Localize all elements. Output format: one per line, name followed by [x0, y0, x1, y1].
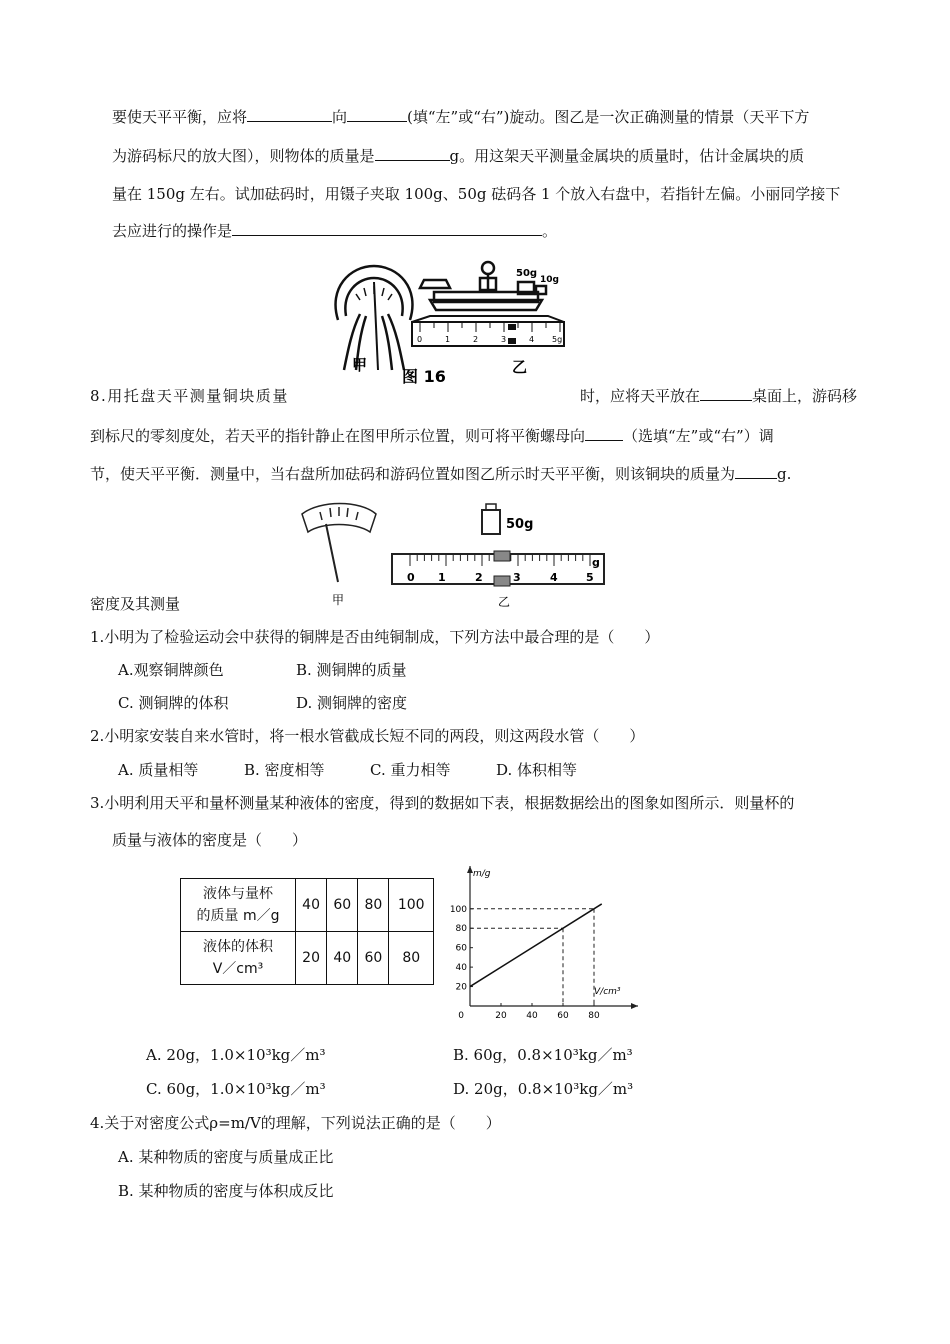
header-line: 液体与量杯: [203, 886, 273, 902]
scale2-tick-4: 4: [550, 571, 558, 584]
scale-tick-0: 0: [417, 335, 423, 344]
y-tick-label: 40: [455, 963, 467, 974]
table-cell: 20: [296, 932, 327, 985]
q8-text: （选填“左”或“右”）调: [623, 427, 774, 445]
q7-text: 。: [542, 222, 558, 240]
x-tick-label: 20: [495, 1011, 507, 1020]
q7-line3: 量在 150g 左右。试加砝码时，用镊子夹取 100g、50g 砝码各 1 个放入右盘中，若指针左偏。小丽同学接下: [112, 185, 841, 203]
q7-text: g。用这架天平测量金属块的质量时，估计金属块的质: [449, 147, 805, 165]
answer-blank[interactable]: [700, 386, 752, 401]
mass-volume-chart: [448, 860, 648, 1020]
q8-text: 到标尺的零刻度处，若天平的指针静止在图甲所示位置，则可将平衡螺母向: [90, 427, 586, 445]
d3-option-c[interactable]: C. 60g，1.0×10³kg／m³: [146, 1080, 326, 1098]
scale2-tick-1: 1: [438, 571, 446, 584]
weight-label-50g: 50g: [516, 268, 538, 279]
d3-line1: 3.小明利用天平和量杯测量某种液体的密度，得到的数据如下表，根据数据绘出的图象如图所示．则量杯的: [90, 794, 795, 812]
d4-stem: 4.关于对密度公式ρ=m/V的理解，下列说法正确的是（ ）: [90, 1114, 501, 1132]
scale-tick-5: 5g: [552, 335, 563, 344]
y-tick-label: 80: [455, 924, 467, 935]
data-table: [180, 878, 434, 985]
table-cell: 80: [389, 932, 434, 985]
answer-blank[interactable]: [375, 146, 450, 161]
y-tick-label: 60: [455, 943, 467, 954]
scale2-tick-2: 2: [475, 571, 483, 584]
x-tick-label: 40: [526, 1011, 538, 1020]
header-line: 的质量 m／g: [196, 908, 280, 924]
q8-line3: [90, 464, 791, 484]
q7-text: 为游码标尺的放大图），则物体的质量是: [112, 147, 375, 165]
q8-text: 8.用托盘天平测量铜块质量: [90, 387, 289, 405]
q8-line1: [90, 386, 890, 406]
figure-balance-2: [290, 496, 610, 608]
header-line: V／cm³: [212, 961, 264, 977]
q8-text: 时，应将天平放在: [580, 387, 701, 405]
d4-option-a[interactable]: A. 某种物质的密度与质量成正比: [118, 1148, 334, 1166]
origin-label: 0: [458, 1011, 464, 1020]
table-header-mass: [181, 879, 296, 932]
d2-stem: 2.小明家安装自来水管时，将一根水管截成长短不同的两段，则这两段水管（ ）: [90, 727, 645, 745]
d1-option-c[interactable]: C. 测铜牌的体积: [118, 694, 229, 712]
scale-tick-3: 3: [501, 335, 507, 344]
y-axis-label: m/g: [473, 869, 491, 879]
label-jia: 甲: [352, 356, 368, 374]
d2-option-c[interactable]: C. 重力相等: [370, 761, 451, 779]
q7-line1: [112, 107, 809, 127]
x-tick-label: 80: [588, 1011, 600, 1020]
scale2-unit: g: [592, 556, 600, 569]
label-jia: 甲: [332, 593, 345, 607]
x-axis-arrow: [631, 1003, 638, 1009]
figure-16: [320, 258, 570, 390]
header-line: 液体的体积: [203, 939, 273, 955]
d1-option-a[interactable]: A.观察铜牌颜色: [118, 661, 224, 679]
figure-caption: 图 16: [402, 367, 446, 386]
answer-blank[interactable]: [347, 107, 407, 122]
weight-label-10g: 10g: [540, 275, 559, 285]
d2-option-d[interactable]: D. 体积相等: [496, 761, 578, 779]
series-line: [470, 904, 602, 987]
d1-option-d[interactable]: D. 测铜牌的密度: [296, 694, 408, 712]
d3-option-b[interactable]: B. 60g，0.8×10³kg／m³: [453, 1046, 633, 1064]
d2-option-b[interactable]: B. 密度相等: [244, 761, 325, 779]
answer-blank[interactable]: [585, 426, 623, 441]
answer-blank[interactable]: [232, 221, 542, 236]
weight-50g: [482, 504, 500, 534]
table-row-mass: [181, 879, 434, 932]
q7-text: 去应进行的操作是: [112, 222, 233, 240]
q7-text: (填“左”或“右”)旋动。图乙是一次正确测量的情景（天平下方: [407, 108, 810, 126]
d1-stem: 1.小明为了检验运动会中获得的铜牌是否由纯铜制成，下列方法中最合理的是（ ）: [90, 628, 660, 646]
d2-option-a[interactable]: A. 质量相等: [118, 761, 199, 779]
weight-label: 50g: [506, 517, 534, 532]
d3-option-a[interactable]: A. 20g，1.0×10³kg／m³: [146, 1046, 326, 1064]
table-cell: 40: [296, 879, 327, 932]
table-header-volume: [181, 932, 296, 985]
d4-option-b[interactable]: B. 某种物质的密度与体积成反比: [118, 1182, 334, 1200]
q8-line2: [90, 426, 774, 446]
table-cell: 100: [389, 879, 434, 932]
scale2-tick-3: 3: [513, 571, 521, 584]
q7-line4: [112, 221, 557, 241]
d3-line2: 质量与液体的密度是（ ）: [112, 831, 308, 849]
scale-tick-1: 1: [445, 335, 451, 344]
table-cell: 60: [327, 879, 358, 932]
rider-scale-2: [392, 551, 604, 586]
table-cell: 40: [327, 932, 358, 985]
label-yi: 乙: [512, 358, 528, 376]
table-cell: 60: [358, 932, 389, 985]
x-tick-label: 60: [557, 1011, 569, 1020]
q8-text: 节，使天平平衡．测量中，当右盘所加砝码和游码位置如图乙所示时天平平衡，则该铜块的质量为: [90, 465, 736, 483]
label-yi: 乙: [498, 595, 511, 608]
scale2-tick-0: 0: [407, 571, 415, 584]
pointer-dial: [302, 504, 376, 583]
y-tick-label: 20: [455, 982, 467, 993]
q7-line2: [112, 146, 804, 166]
answer-blank[interactable]: [735, 464, 777, 479]
section-heading: 密度及其测量: [90, 595, 181, 613]
table-row-volume: [181, 932, 434, 985]
q7-text: 要使天平平衡，应将: [112, 108, 248, 126]
d3-option-d[interactable]: D. 20g，0.8×10³kg／m³: [453, 1080, 634, 1098]
y-tick-label: 100: [449, 904, 467, 915]
scale-tick-2: 2: [473, 335, 479, 344]
rider-scale: [412, 316, 564, 346]
table-cell: 80: [358, 879, 389, 932]
q8-text: g.: [777, 465, 792, 483]
q7-text: 向: [332, 108, 348, 126]
q8-text: 桌面上，游码移: [752, 387, 858, 405]
d1-option-b[interactable]: B. 测铜牌的质量: [296, 661, 407, 679]
scale-tick-4: 4: [529, 335, 535, 344]
answer-blank[interactable]: [247, 107, 332, 122]
x-axis-label: V/cm³: [594, 987, 621, 997]
scale2-tick-5: 5: [586, 571, 594, 584]
